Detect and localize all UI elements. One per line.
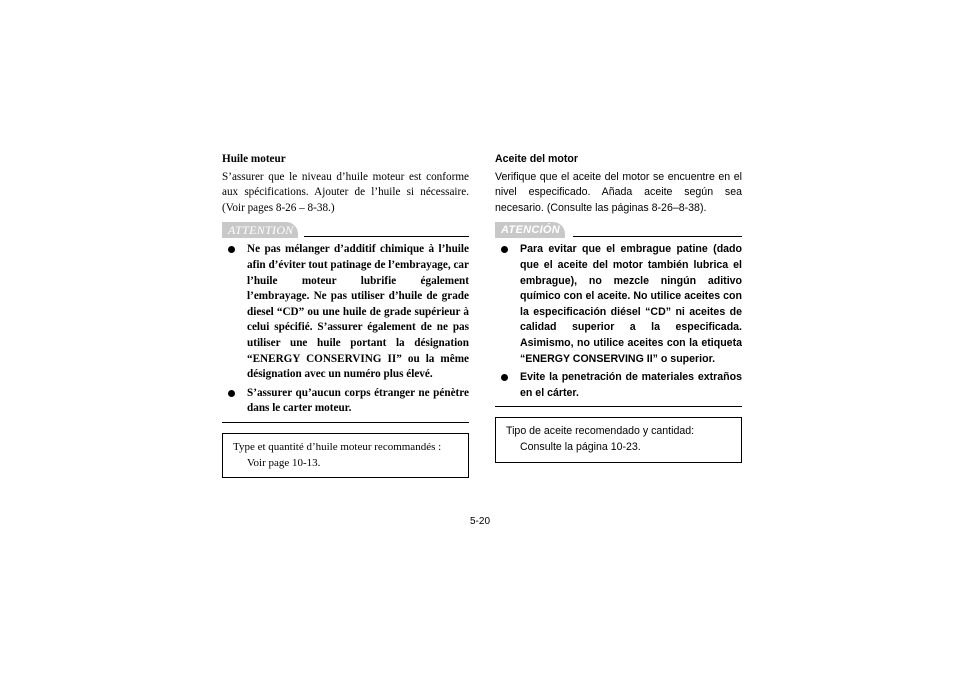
- caution-item-text: Ne pas mélanger d’additif chimique à l’huile afin d’éviter tout patinage de l’embrayage, car l’huile moteur lubrifie également l’embrayage. Ne pas utiliser d’huile de grade diesel “CD” ou une huile de grade supérieur à celui spécifié. S’assurer également de ne pas utiliser une huile portant la désignation “ENERGY CONSERVING II” ou la même désignation avec un numéro plus élevé.: [247, 243, 469, 381]
- page-number: 5-20: [470, 516, 491, 527]
- french-column: [222, 152, 469, 478]
- spec-box-reference: Voir page 10-13.: [247, 456, 321, 469]
- section-heading: Huile moteur: [222, 153, 286, 165]
- bullet-icon: [228, 246, 235, 253]
- section-heading: Aceite del motor: [495, 153, 579, 165]
- caution-item: [222, 386, 469, 417]
- caution-list: [495, 242, 742, 401]
- caution-header: [495, 222, 742, 238]
- caution-item: [222, 242, 469, 382]
- caution-label: ATENCIÓN: [501, 224, 561, 237]
- spec-box: [495, 417, 742, 462]
- intro-paragraph: Verifique que el aceite del motor se encuentre en el nivel especificado. Añada aceite según sea necesario. (Consulte las páginas 8-26–8-38).: [495, 170, 742, 214]
- spec-box-reference: Consulte la página 10-23.: [520, 440, 641, 453]
- caution-item-text: Evite la penetración de materiales extraños en el cárter.: [520, 371, 742, 399]
- caution-item: [495, 370, 742, 401]
- caution-list: [222, 242, 469, 417]
- spec-box-title: Tipo de aceite recomendado y cantidad:: [506, 425, 695, 438]
- caution-rule: [304, 236, 469, 237]
- spec-box-title: Type et quantité d’huile moteur recommandés :: [233, 440, 442, 453]
- caution-item-text: Para evitar que el embrague patine (dado que el aceite del motor también lubrica el embrague), no mezcle ningún aditivo químico con el aceite. No utilice aceites con la especificación diésel “CD” ni aceites de calidad superior a la especificada. Asimismo, no utilice aceites con la etiqueta “ENERGY CONSERVING II” o superior.: [520, 243, 742, 365]
- intro-paragraph: S’assurer que le niveau d’huile moteur est conforme aux spécifications. Ajouter de l’huile si nécessaire. (Voir pages 8-26 – 8-38.): [222, 170, 469, 214]
- bullet-icon: [501, 246, 508, 253]
- caution-header: [222, 222, 469, 238]
- caution-rule: [573, 236, 742, 237]
- caution-item: [495, 242, 742, 367]
- bullet-icon: [228, 390, 235, 397]
- spec-box: [222, 433, 469, 478]
- caution-item-text: S’assurer qu’aucun corps étranger ne pénètre dans le carter moteur.: [247, 386, 469, 415]
- caution-end-rule: [222, 422, 469, 423]
- caution-label: ATTENTION: [228, 223, 294, 238]
- caution-end-rule: [495, 406, 742, 407]
- bullet-icon: [501, 374, 508, 381]
- spanish-column: [495, 152, 742, 463]
